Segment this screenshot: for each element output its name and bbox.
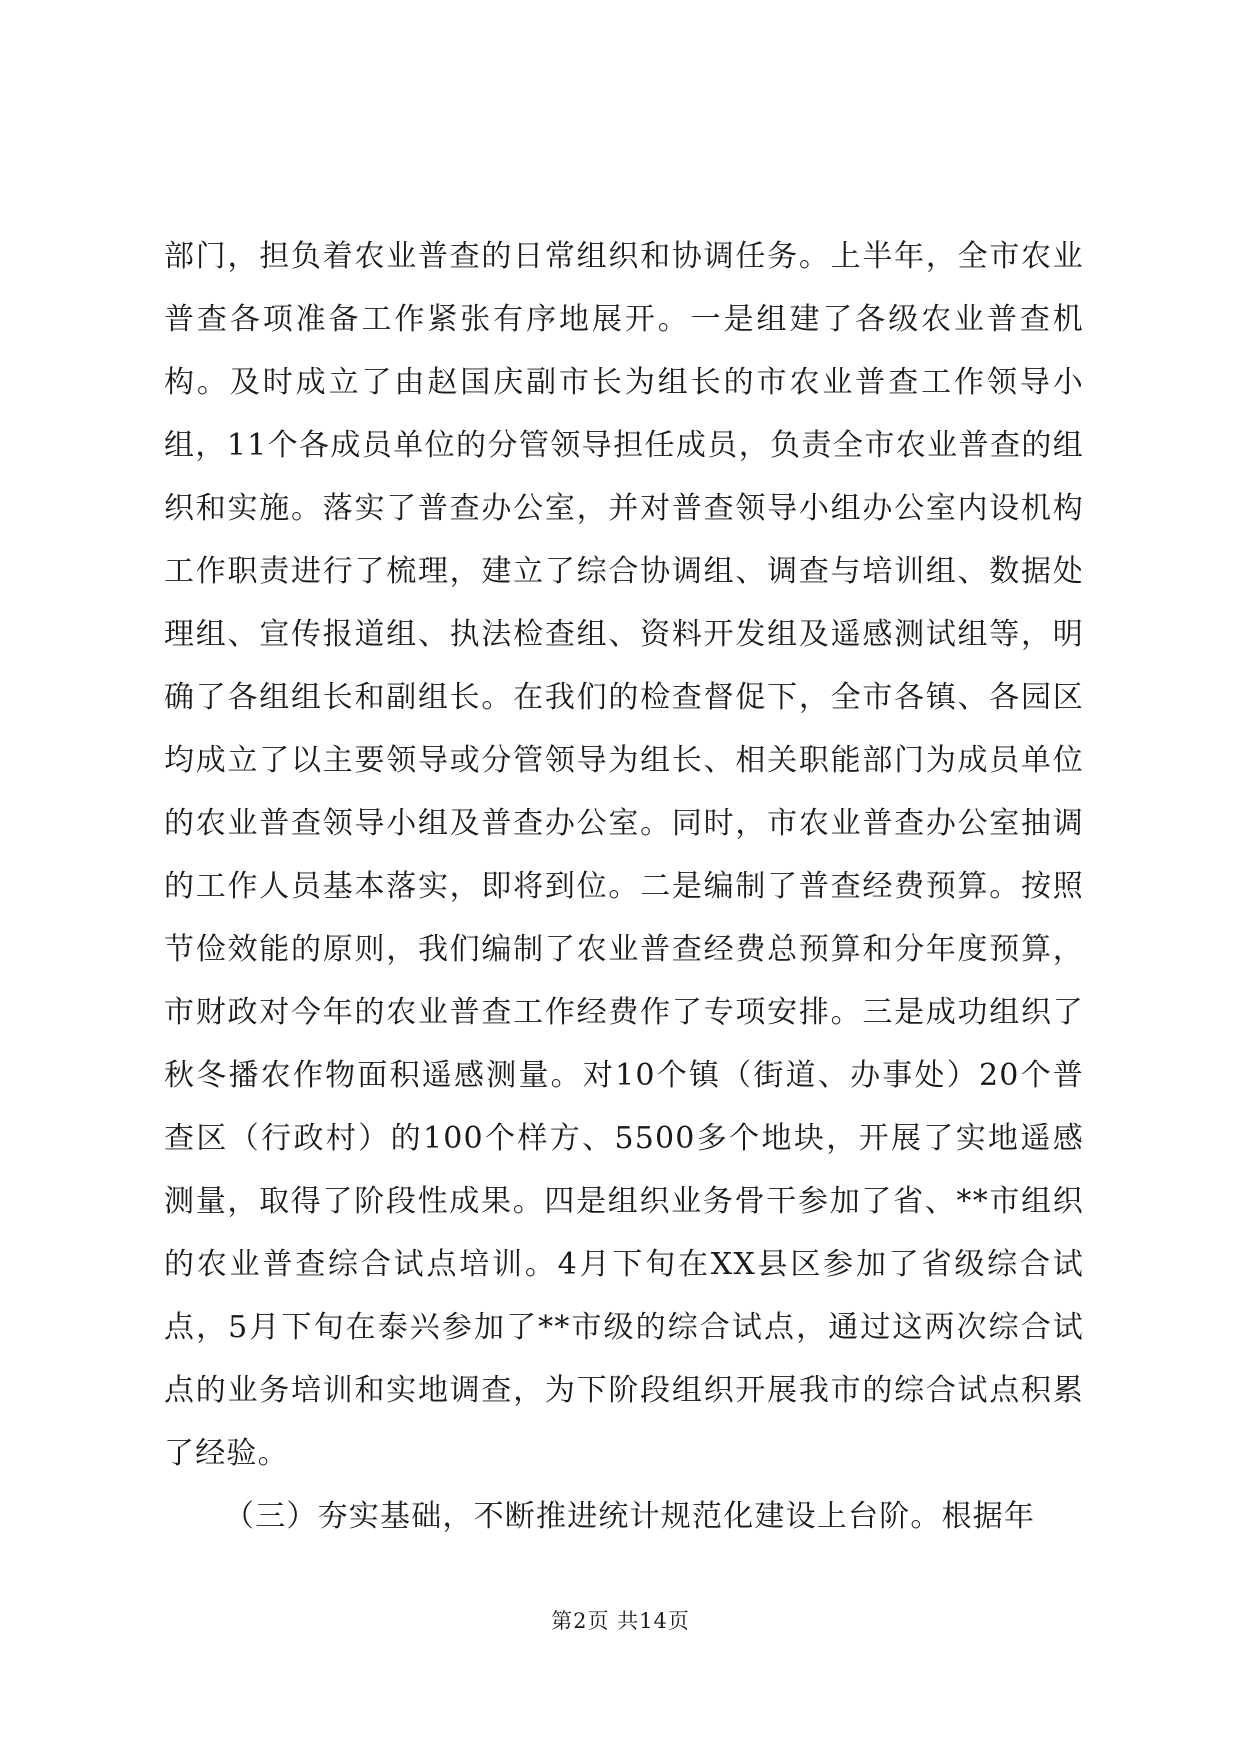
page-number-footer: 第2页 共14页: [551, 1609, 690, 1633]
paragraph-section-three-heading: （三）夯实基础，不断推进统计规范化建设上台阶。根据年: [224, 1499, 1036, 1534]
paragraph-agricultural-census: 部门，担负着农业普查的日常组织和协调任务。上半年，全市农业普查各项准备工作紧张有序地展开。一是组建了各级农业普查机构。及时成立了由赵国庆副市长为组长的市农业普查工作领导小组，11个各成员单位的分管领导担任成员，负责全市农业普查的组织和实施。落实了普查办公室，并对普查领导小组办公室内设机构工作职责进行了梳理，建立了综合协调组、调查与培训组、数据处理组、宣传报道组、执法检查组、资料开发组及遥感测试组等，明确了各组组长和副组长。在我们的检查督促下，全市各镇、各园区均成立了以主要领导或分管领导为组长、相关职能部门为成员单位的农业普查领导小组及普查办公室。同时，市农业普查办公室抽调的工作人员基本落实，即将到位。二是编制了普查经费预算。按照节俭效能的原则，我们编制了农业普查经费总预算和分年度预算，市财政对今年的农业普查工作经费作了专项安排。三是成功组织了秋冬播农作物面积遥感测量。对10个镇（街道、办事处）20个普查区（行政村）的100个样方、5500多个地块，开展了实地遥感测量，取得了阶段性成果。四是组织业务骨干参加了省、**市组织的农业普查综合试点培训。4月下旬在XX县区参加了省级综合试点，5月下旬在泰兴参加了**市级的综合试点，通过这两次综合试点的业务培训和实地调查，为下阶段组织开展我市的综合试点积累了经验。: [164, 239, 1084, 1471]
document-body: [164, 225, 1084, 1548]
